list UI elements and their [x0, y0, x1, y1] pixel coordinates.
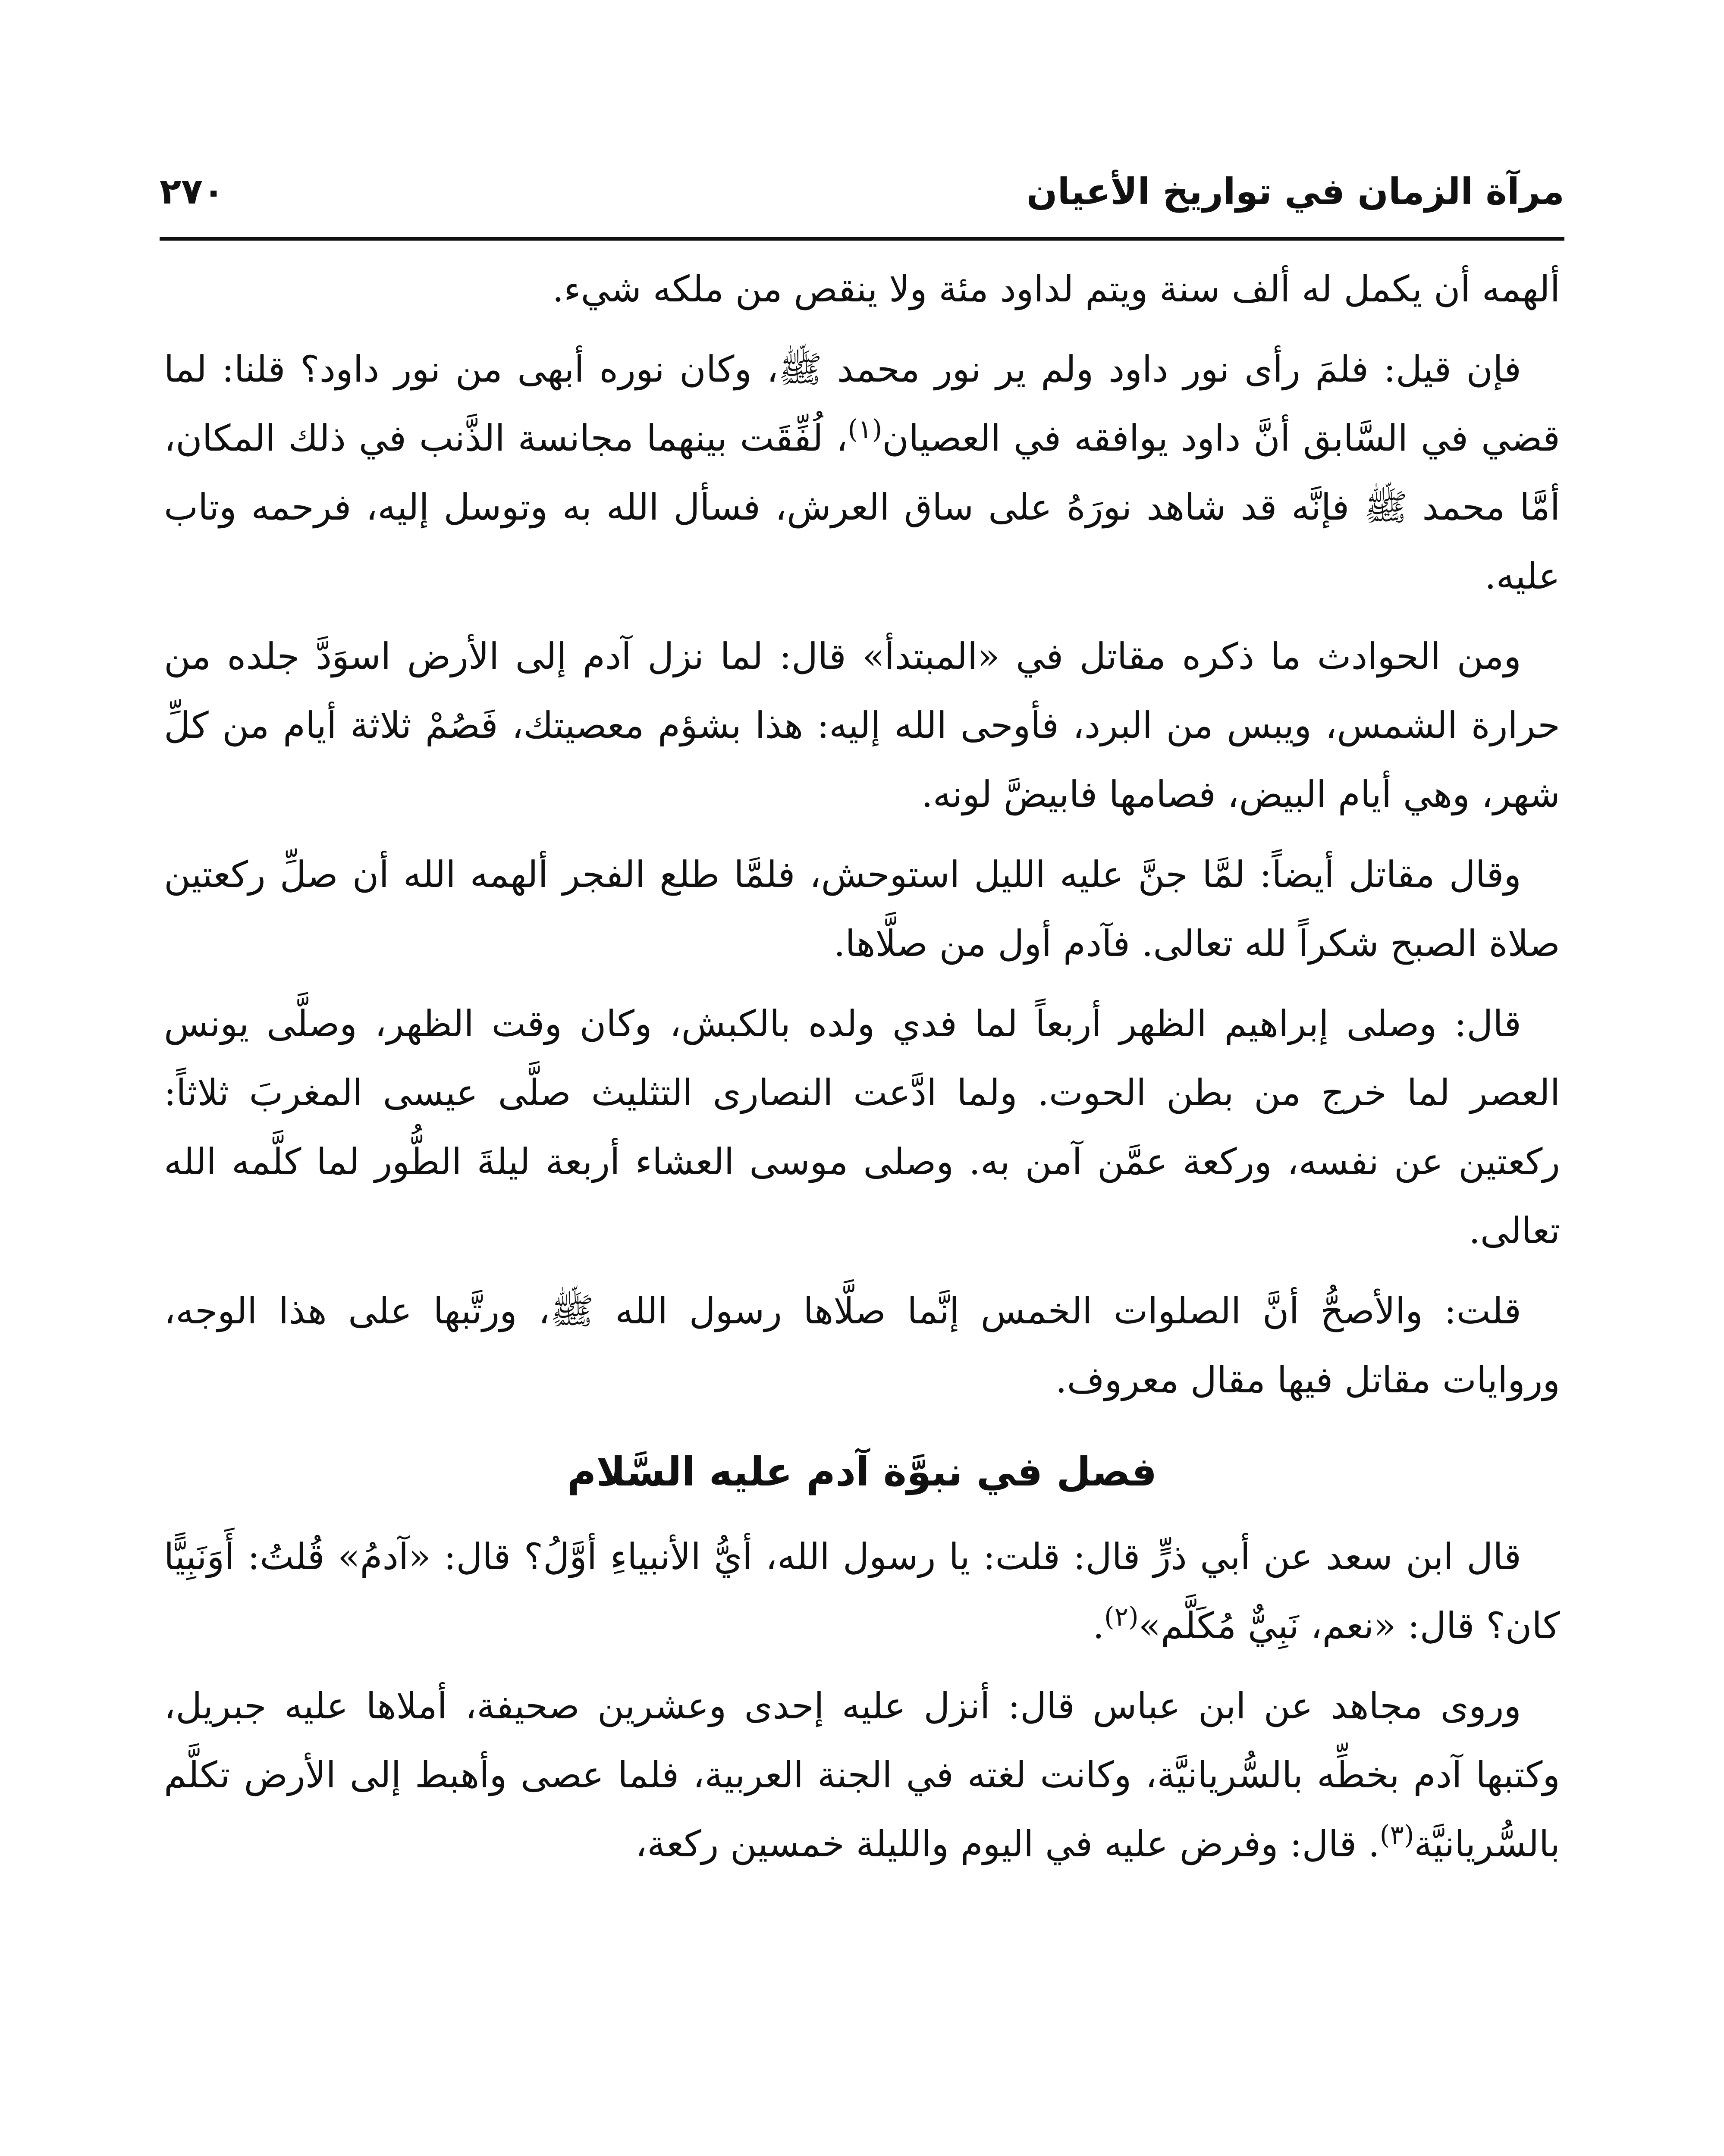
paragraph-6: قلت: والأصحُّ أنَّ الصلوات الخمس إنَّما صلَّاها رسول الله ﷺ، ورتَّبها على هذا الوجه، وروايات مقاتل فيها مقال معروف.	[164, 1290, 1560, 1401]
paragraph-2	[164, 335, 1560, 611]
paragraph-3: ومن الحوادث ما ذكره مقاتل في «المبتدأ» قال: لما نزل آدم إلى الأرض اسوَدَّ جلده من حرارة الشمس، ويبس من البرد، فأوحى الله إليه: هذا بشؤم معصيتك، فَصُمْ ثلاثة أيام من كلِّ شهر، وهي أيام البيض، فصامها فابيضَّ لونه.	[164, 635, 1560, 815]
section-paragraph-2	[164, 1671, 1560, 1878]
paragraph-2-after-note: ، لُفِّقَت بينهما مجانسة الذَّنب في ذلك المكان، أمَّا محمد ﷺ فإنَّه قد شاهد نورَهُ على ساق العرش، فسأل الله به وتوسل إليه، فرحمه وتاب عليه.	[164, 417, 1560, 597]
paragraph-1: ألهمه أن يكمل له ألف سنة ويتم لداود مئة ولا ينقص من ملكه شيء.	[552, 268, 1560, 310]
page-header	[160, 142, 1564, 220]
section-paragraph-2-before-note: وروى مجاهد عن ابن عباس قال: أنزل عليه إحدى وعشرين صحيفة، أملاها عليه جبريل، وكتبها آدم بخطِّه بالسُّريانيَّة، وكانت لغته في الجنة العربية، فلما عصى وأهبط إلى الأرض تكلَّم بالسُّريانيَّة	[164, 1685, 1560, 1865]
paragraph-4: وقال مقاتل أيضاً: لمَّا جنَّ عليه الليل استوحش، فلمَّا طلع الفجر ألهمه الله أن صلِّ ركعتين صلاة الصبح شكراً لله تعالى. فآدم أول من صلَّاها.	[164, 853, 1560, 965]
page-number: ٢٧٠	[160, 171, 225, 212]
section-paragraph-2-after-note: . قال: وفرض عليه في اليوم والليلة خمسين ركعة،	[635, 1823, 1380, 1865]
running-title: مرآة الزمان في تواريخ الأعيان	[1026, 170, 1564, 213]
footnote-marker-1: (١)	[848, 414, 882, 445]
main-text	[164, 254, 1560, 1890]
section-paragraph-1	[164, 1522, 1560, 1660]
section-paragraph-1-after-note: .	[1093, 1604, 1105, 1647]
footnote-marker-2: (٢)	[1104, 1602, 1139, 1632]
paragraph-5: قال: وصلى إبراهيم الظهر أربعاً لما فدي ولده بالكبش، وكان وقت الظهر، وصلَّى يونس العصر لما خرج من بطن الحوت. ولما ادَّعت النصارى التثليث صلَّى عيسى المغربَ ثلاثاً: ركعتين عن نفسه، وركعة عمَّن آمن به. وصلى موسى العشاء أربعة ليلةَ الطُّور لما كلَّمه الله تعالى.	[164, 1003, 1560, 1252]
footnote-marker-3: (٣)	[1379, 1820, 1414, 1850]
header-rule	[160, 237, 1564, 241]
section-title: فصل في نبوَّة آدم عليه السَّلام	[567, 1449, 1157, 1495]
section-paragraph-1-before-note: قال ابن سعد عن أبي ذرٍّ قال: قلت: يا رسول الله، أيُّ الأنبياءِ أوَّلُ؟ قال: «آدمُ» قُلتُ: أَوَنَبِيًّا كان؟ قال: «نعم، نَبِيٌّ مُكَلَّم»	[164, 1536, 1560, 1647]
paragraph-2-before-note: فإن قيل: فلمَ رأى نور داود ولم ير نور محمد ﷺ، وكان نوره أبهى من نور داود؟ قلنا: لما قضي في السَّابق أنَّ داود يوافقه في العصيان	[164, 348, 1560, 459]
